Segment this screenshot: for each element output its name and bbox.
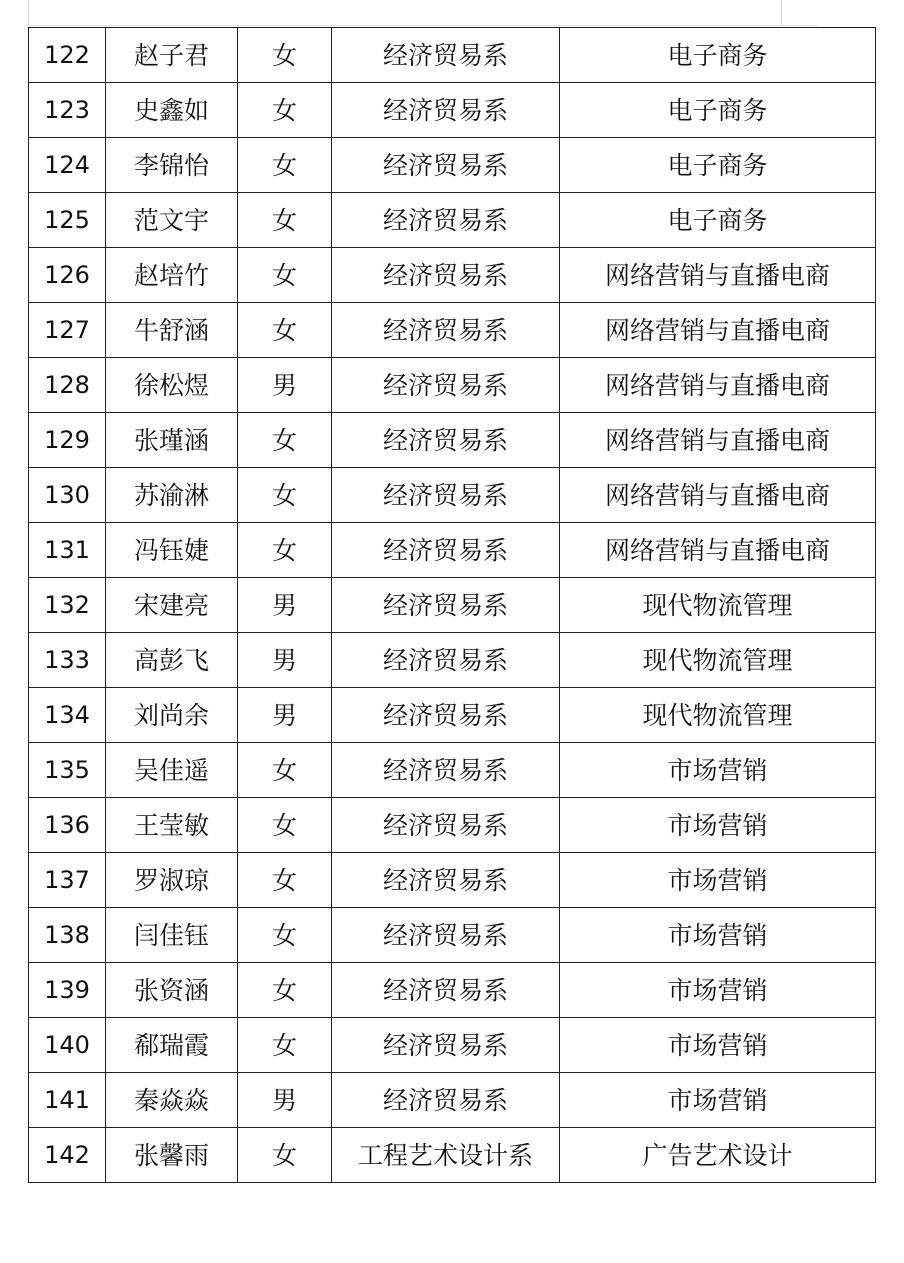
- student-name-cell: 张资涵: [106, 963, 238, 1018]
- student-name-cell: 郗瑞霞: [106, 1018, 238, 1073]
- gender-cell: 女: [238, 908, 332, 963]
- student-name-cell: 史鑫如: [106, 83, 238, 138]
- gender-cell: 女: [238, 83, 332, 138]
- major-cell: 网络营销与直播电商: [560, 248, 876, 303]
- gender-cell: 女: [238, 523, 332, 578]
- gender-cell: 女: [238, 743, 332, 798]
- student-name-cell: 徐松煜: [106, 358, 238, 413]
- table-row: [29, 1073, 876, 1128]
- table-row: [29, 743, 876, 798]
- gender-cell: 女: [238, 193, 332, 248]
- gender-cell: 女: [238, 853, 332, 908]
- gender-cell: 男: [238, 358, 332, 413]
- gender-cell: 男: [238, 578, 332, 633]
- margin-guide-right: [781, 0, 782, 26]
- student-roster-table: [28, 27, 876, 1183]
- student-name-cell: 张馨雨: [106, 1128, 238, 1183]
- row-number-cell: 138: [29, 908, 106, 963]
- major-cell: 电子商务: [560, 138, 876, 193]
- gender-cell: 女: [238, 468, 332, 523]
- major-cell: 电子商务: [560, 193, 876, 248]
- major-cell: 网络营销与直播电商: [560, 358, 876, 413]
- major-cell: 电子商务: [560, 28, 876, 83]
- table-row: [29, 523, 876, 578]
- major-cell: 广告艺术设计: [560, 1128, 876, 1183]
- student-name-cell: 秦焱焱: [106, 1073, 238, 1128]
- table-row: [29, 248, 876, 303]
- table-row: [29, 963, 876, 1018]
- table-row: [29, 633, 876, 688]
- gender-cell: 男: [238, 633, 332, 688]
- row-number-cell: 141: [29, 1073, 106, 1128]
- table-row: [29, 578, 876, 633]
- major-cell: 网络营销与直播电商: [560, 303, 876, 358]
- department-cell: 工程艺术设计系: [332, 1128, 560, 1183]
- table-row: [29, 688, 876, 743]
- major-cell: 现代物流管理: [560, 578, 876, 633]
- student-name-cell: 冯钰婕: [106, 523, 238, 578]
- row-number-cell: 128: [29, 358, 106, 413]
- gender-cell: 女: [238, 1128, 332, 1183]
- department-cell: 经济贸易系: [332, 138, 560, 193]
- table-row: [29, 413, 876, 468]
- department-cell: 经济贸易系: [332, 523, 560, 578]
- student-name-cell: 赵子君: [106, 28, 238, 83]
- table-row: [29, 1128, 876, 1183]
- major-cell: 市场营销: [560, 853, 876, 908]
- major-cell: 市场营销: [560, 743, 876, 798]
- department-cell: 经济贸易系: [332, 413, 560, 468]
- gender-cell: 女: [238, 798, 332, 853]
- row-number-cell: 134: [29, 688, 106, 743]
- student-name-cell: 赵培竹: [106, 248, 238, 303]
- department-cell: 经济贸易系: [332, 83, 560, 138]
- row-number-cell: 125: [29, 193, 106, 248]
- table-row: [29, 798, 876, 853]
- student-name-cell: 苏渝淋: [106, 468, 238, 523]
- table-row: [29, 468, 876, 523]
- major-cell: 网络营销与直播电商: [560, 523, 876, 578]
- table-row: [29, 193, 876, 248]
- table-row: [29, 83, 876, 138]
- student-name-cell: 刘尚余: [106, 688, 238, 743]
- row-number-cell: 135: [29, 743, 106, 798]
- page-top-margin: [0, 0, 904, 26]
- student-name-cell: 宋建亮: [106, 578, 238, 633]
- major-cell: 市场营销: [560, 908, 876, 963]
- gender-cell: 女: [238, 963, 332, 1018]
- department-cell: 经济贸易系: [332, 193, 560, 248]
- department-cell: 经济贸易系: [332, 798, 560, 853]
- student-name-cell: 张瑾涵: [106, 413, 238, 468]
- table-row: [29, 853, 876, 908]
- department-cell: 经济贸易系: [332, 303, 560, 358]
- major-cell: 网络营销与直播电商: [560, 413, 876, 468]
- major-cell: 现代物流管理: [560, 688, 876, 743]
- department-cell: 经济贸易系: [332, 248, 560, 303]
- major-cell: 市场营销: [560, 963, 876, 1018]
- table-row: [29, 138, 876, 193]
- gender-cell: 女: [238, 28, 332, 83]
- department-cell: 经济贸易系: [332, 743, 560, 798]
- department-cell: 经济贸易系: [332, 1018, 560, 1073]
- department-cell: 经济贸易系: [332, 688, 560, 743]
- major-cell: 现代物流管理: [560, 633, 876, 688]
- row-number-cell: 142: [29, 1128, 106, 1183]
- table-row: [29, 1018, 876, 1073]
- gender-cell: 女: [238, 1018, 332, 1073]
- row-number-cell: 124: [29, 138, 106, 193]
- row-number-cell: 139: [29, 963, 106, 1018]
- gender-cell: 男: [238, 688, 332, 743]
- department-cell: 经济贸易系: [332, 1073, 560, 1128]
- major-cell: 市场营销: [560, 1018, 876, 1073]
- major-cell: 市场营销: [560, 1073, 876, 1128]
- table-row: [29, 358, 876, 413]
- row-number-cell: 130: [29, 468, 106, 523]
- student-name-cell: 范文宇: [106, 193, 238, 248]
- gender-cell: 女: [238, 248, 332, 303]
- page-top-edge: [28, 25, 818, 26]
- table-row: [29, 908, 876, 963]
- gender-cell: 女: [238, 138, 332, 193]
- department-cell: 经济贸易系: [332, 963, 560, 1018]
- row-number-cell: 133: [29, 633, 106, 688]
- major-cell: 电子商务: [560, 83, 876, 138]
- student-name-cell: 李锦怡: [106, 138, 238, 193]
- margin-guide-left: [28, 0, 29, 26]
- row-number-cell: 136: [29, 798, 106, 853]
- department-cell: 经济贸易系: [332, 908, 560, 963]
- department-cell: 经济贸易系: [332, 633, 560, 688]
- department-cell: 经济贸易系: [332, 578, 560, 633]
- department-cell: 经济贸易系: [332, 28, 560, 83]
- department-cell: 经济贸易系: [332, 358, 560, 413]
- gender-cell: 女: [238, 413, 332, 468]
- gender-cell: 男: [238, 1073, 332, 1128]
- row-number-cell: 123: [29, 83, 106, 138]
- table-row: [29, 28, 876, 83]
- student-name-cell: 罗淑琼: [106, 853, 238, 908]
- row-number-cell: 140: [29, 1018, 106, 1073]
- row-number-cell: 127: [29, 303, 106, 358]
- row-number-cell: 137: [29, 853, 106, 908]
- gender-cell: 女: [238, 303, 332, 358]
- major-cell: 网络营销与直播电商: [560, 468, 876, 523]
- student-name-cell: 高彭飞: [106, 633, 238, 688]
- row-number-cell: 129: [29, 413, 106, 468]
- row-number-cell: 131: [29, 523, 106, 578]
- roster-body: [29, 28, 876, 1183]
- row-number-cell: 132: [29, 578, 106, 633]
- student-name-cell: 闫佳钰: [106, 908, 238, 963]
- row-number-cell: 126: [29, 248, 106, 303]
- student-name-cell: 吴佳遥: [106, 743, 238, 798]
- table-row: [29, 303, 876, 358]
- department-cell: 经济贸易系: [332, 468, 560, 523]
- row-number-cell: 122: [29, 28, 106, 83]
- department-cell: 经济贸易系: [332, 853, 560, 908]
- major-cell: 市场营销: [560, 798, 876, 853]
- student-name-cell: 牛舒涵: [106, 303, 238, 358]
- student-name-cell: 王莹敏: [106, 798, 238, 853]
